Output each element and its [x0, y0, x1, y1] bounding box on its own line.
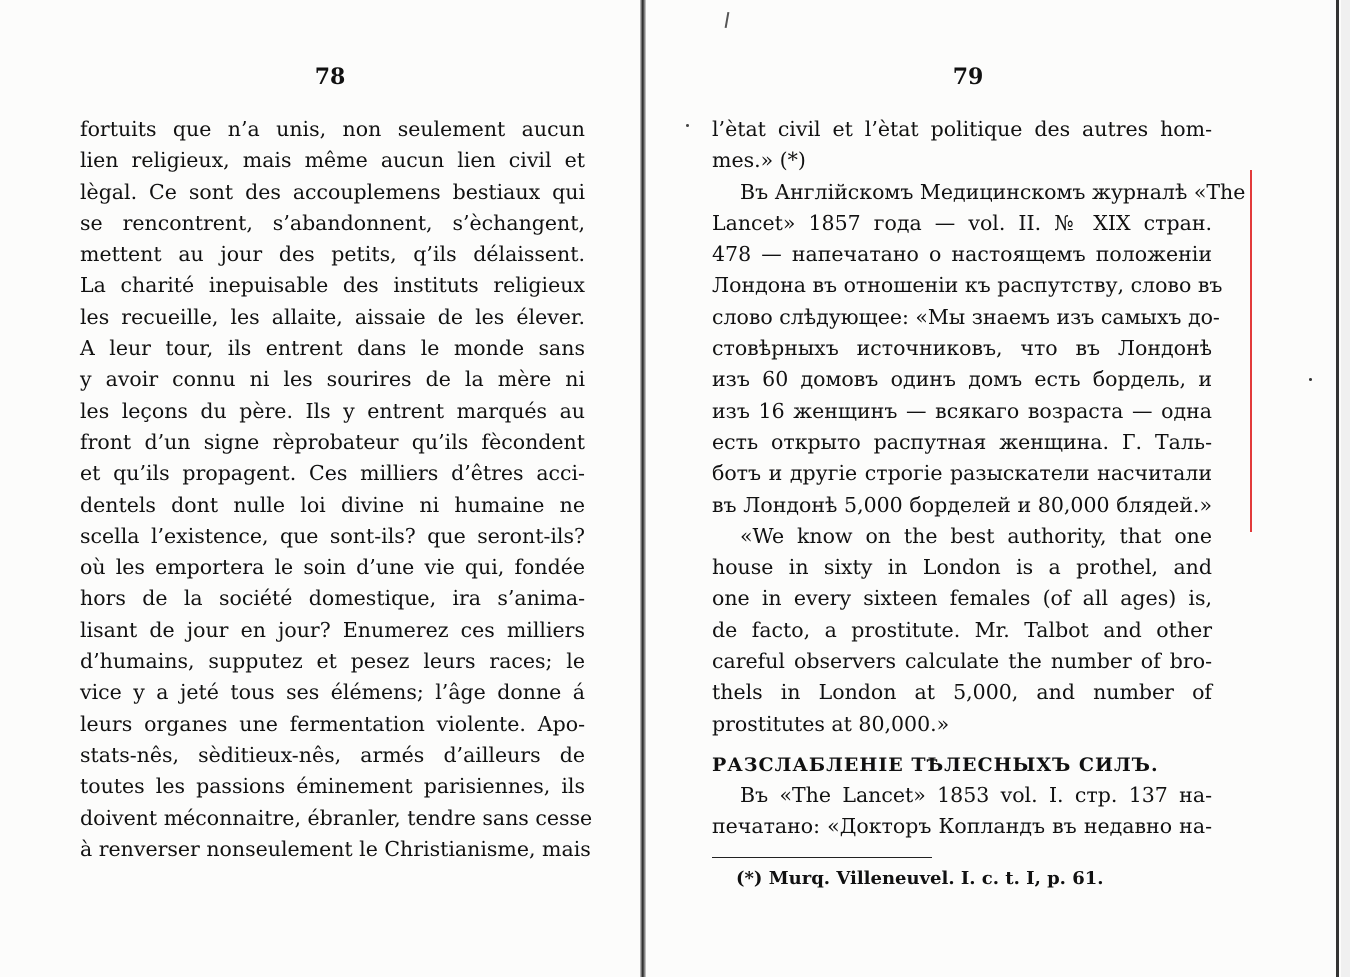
- page-edge-outer: [1341, 0, 1350, 977]
- text-line: mettent au jour des petits, q’ils délaissent.: [80, 242, 585, 267]
- page-number-right: 79: [952, 64, 984, 90]
- margin-red-line: [1250, 170, 1252, 532]
- text-line: Lancet» 1857 года — vol. II. № XIX стран.: [712, 210, 1212, 235]
- text-line: изъ 16 женщинъ — всякаго возраста — одна: [712, 398, 1212, 423]
- text-line: A leur tour, ils entrent dans le monde sans: [80, 336, 585, 361]
- text-line: dentels dont nulle loi divine ni humaine ne: [80, 492, 585, 517]
- text-line: Въ Англійскомъ Медицинскомъ журналѣ «The: [740, 179, 1246, 204]
- text-line: l’ètat civil et l’ètat politique des autres hom-: [712, 117, 1212, 141]
- page-edge: [1336, 0, 1339, 977]
- footnote-rule: [712, 857, 932, 858]
- text-line: mes.» (*): [712, 148, 806, 173]
- text-line: house in sixty in London is a prothel, and: [712, 555, 1212, 580]
- text-line: les recueille, les allaite, aissaie de les élever.: [80, 304, 585, 329]
- text-line: à renverser nonseulement le Christianisme, mais: [80, 836, 591, 861]
- text-line: Лондона въ отношеніи къ распутству, слово въ: [712, 273, 1223, 298]
- text-line: есть открыто распутная женщина. Г. Таль-: [712, 429, 1212, 454]
- left-page: [0, 0, 640, 977]
- right-page-text: [712, 114, 1246, 894]
- text-line: one in every sixteen females (of all ages) is,: [712, 586, 1212, 611]
- text-line: scella l’existence, que sont-ils? que seront-ils?: [80, 523, 585, 548]
- text-line: toutes les passions éminement parisiennes, ils: [80, 774, 585, 799]
- text-line: où les emportera le soin d’une vie qui, fondée: [80, 555, 585, 580]
- footnote: (*) Murq. Villeneuvel. I. c. t. I, p. 61.: [736, 867, 1104, 889]
- left-page-text: [80, 114, 593, 865]
- section-heading: РАЗСЛАБЛЕНІЕ ТѢЛЕСНЫХЪ СИЛЪ.: [712, 753, 1159, 776]
- text-line: y avoir connu ni les sourires de la mère ni: [80, 367, 585, 392]
- text-line: 478 — напечатано о настоящемъ положеніи: [712, 242, 1212, 267]
- text-line: careful observers calculate the number of bro-: [712, 649, 1212, 674]
- text-line: Въ «The Lancet» 1853 vol. I. стр. 137 на-: [740, 782, 1212, 807]
- text-line: doivent méconnaitre, ébranler, tendre sans cesse: [80, 805, 593, 830]
- text-line: stats-nês, sèditieux-nês, armés d’ailleurs de: [80, 742, 585, 767]
- text-line: стовѣрныхъ источниковъ, что въ Лондонѣ: [712, 336, 1212, 361]
- text-line: lien religieux, mais même aucun lien civil et: [80, 148, 585, 173]
- text-line: «We know on the best authority, that one: [740, 523, 1212, 548]
- text-line: thels in London at 5,000, and number of: [712, 680, 1212, 705]
- right-page: [646, 0, 1350, 977]
- text-line: fortuits que n’a unis, non seulement aucun: [80, 117, 585, 141]
- text-line: de facto, a prostitute. Mr. Talbot and other: [712, 617, 1212, 642]
- text-line: ботъ и другіе строгіе разыскатели насчитали: [712, 461, 1212, 486]
- text-line: La charité inepuisable des instituts religieux: [80, 273, 585, 298]
- text-line: lègal. Ce sont des accouplemens bestiaux qui: [80, 179, 585, 204]
- page-number-left: 78: [314, 64, 346, 90]
- text-line: vice y a jeté tous ses élémens; l’âge donne á: [80, 680, 585, 705]
- text-line: въ Лондонѣ 5,000 борделей и 80,000 блядей.»: [712, 492, 1212, 517]
- text-line: hors de la société domestique, ira s’anima-: [80, 586, 585, 611]
- text-line: печатано: «Докторъ Копландъ въ недавно на-: [712, 814, 1212, 839]
- text-line: изъ 60 домовъ одинъ домъ есть бордель, и: [712, 367, 1212, 392]
- text-line: prostitutes at 80,000.»: [712, 711, 950, 736]
- text-line: les leçons du père. Ils y entrent marqués au: [80, 398, 585, 423]
- text-line: слово слѣдующее: «Мы знаемъ изъ самыхъ до-: [712, 304, 1220, 329]
- margin-bullet: [686, 124, 689, 127]
- margin-dot: [1309, 378, 1312, 381]
- text-line: front d’un signe rèprobateur qu’ils fècondent: [80, 429, 585, 454]
- text-line: leurs organes une fermentation violente. Apo-: [80, 711, 585, 736]
- text-line: et qu’ils propagent. Ces milliers d’êtres acci-: [80, 461, 585, 486]
- text-line: lisant de jour en jour? Enumerez ces milliers: [80, 617, 585, 642]
- text-line: d’humains, supputez et pesez leurs races; le: [80, 649, 585, 674]
- text-line: se rencontrent, s’abandonnent, s’èchangent,: [80, 210, 585, 235]
